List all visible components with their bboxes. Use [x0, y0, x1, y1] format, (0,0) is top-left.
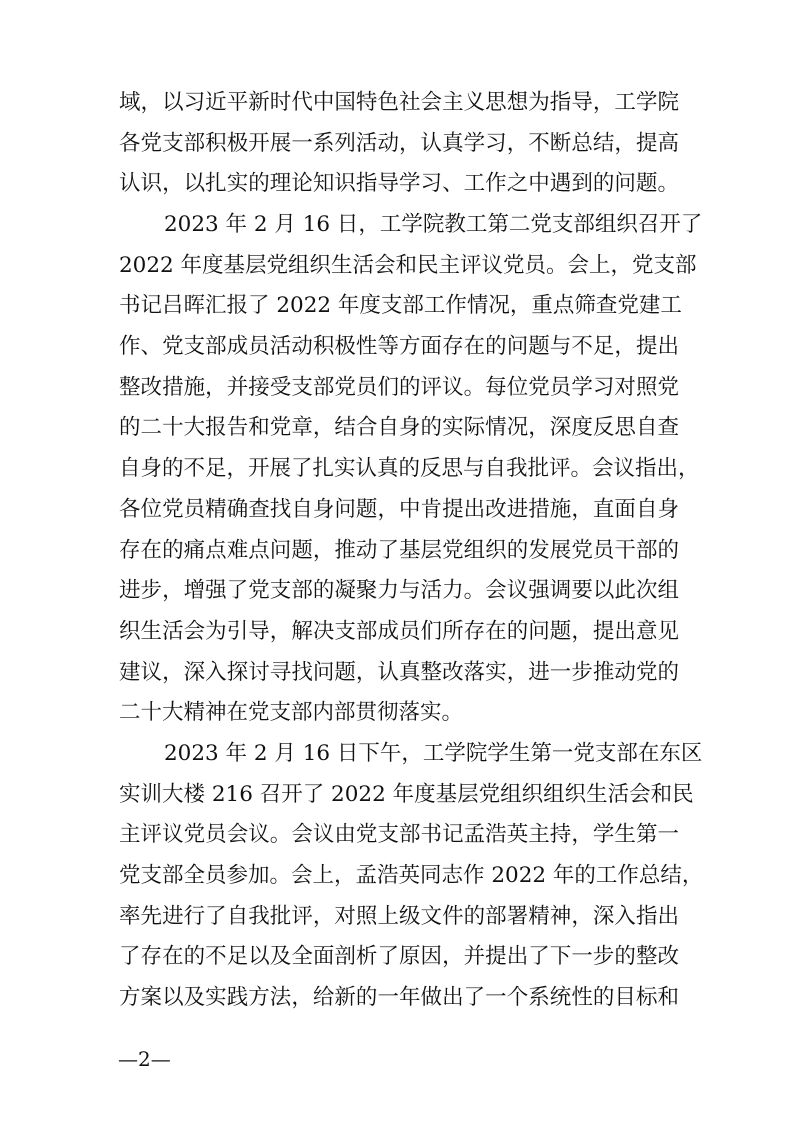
paragraph-line: 织生活会为引导，解决支部成员们所存在的问题，提出意见: [119, 619, 679, 644]
paragraph-line: 方案以及实践方法，给新的一年做出了一个系统性的目标和: [119, 985, 679, 1010]
paragraph-line: 2023 年 2 月 16 日下午，工学院学生第一党支部在东区: [164, 741, 703, 766]
paragraph-line: 作、党支部成员活动积极性等方面存在的问题与不足，提出: [119, 334, 679, 359]
paragraph-line: 书记吕晖汇报了 2022 年度支部工作情况，重点筛查党建工: [119, 293, 682, 318]
page-number: —2—: [118, 1047, 171, 1071]
paragraph-line: 率先进行了自我批评，对照上级文件的部署精神，深入指出: [119, 904, 679, 929]
paragraph-line: 进步，增强了党支部的凝聚力与活力。会议强调要以此次组: [119, 578, 679, 603]
paragraph-line: 认识，以扎实的理论知识指导学习、工作之中遇到的问题。: [119, 171, 679, 196]
paragraph-line: 2022 年度基层党组织生活会和民主评议党员。会上，党支部: [119, 253, 697, 278]
paragraph-line: 党支部全员参加。会上，孟浩英同志作 2022 年的工作总结，: [119, 863, 704, 888]
paragraph-line: 各位党员精确查找自身问题，中肯提出改进措施，直面自身: [119, 497, 679, 522]
paragraph-line: 了存在的不足以及全面剖析了原因，并提出了下一步的整改: [119, 944, 679, 969]
paragraph-line: 存在的痛点难点问题，推动了基层党组织的发展党员干部的: [119, 538, 679, 563]
paragraph-line: 主评议党员会议。会议由党支部书记孟浩英主持，学生第一: [119, 822, 679, 847]
paragraph-line: 域，以习近平新时代中国特色社会主义思想为指导，工学院: [119, 90, 679, 115]
paragraph-line: 建议，深入探讨寻找问题，认真整改落实，进一步推动党的: [119, 660, 679, 685]
paragraph-line: 二十大精神在党支部内部贯彻落实。: [119, 700, 464, 725]
paragraph-line: 整改措施，并接受支部党员们的评议。每位党员学习对照党: [119, 375, 679, 400]
paragraph-line: 实训大楼 216 召开了 2022 年度基层党组织组织生活会和民: [119, 782, 694, 807]
paragraph-line: 2023 年 2 月 16 日，工学院教工第二党支部组织召开了: [164, 212, 703, 237]
paragraph-line: 的二十大报告和党章，结合自身的实际情况，深度反思自查: [119, 415, 679, 440]
paragraph-line: 自身的不足，开展了扎实认真的反思与自我批评。会议指出，: [119, 456, 700, 481]
paragraph-line: 各党支部积极开展一系列活动，认真学习，不断总结，提高: [119, 131, 679, 156]
